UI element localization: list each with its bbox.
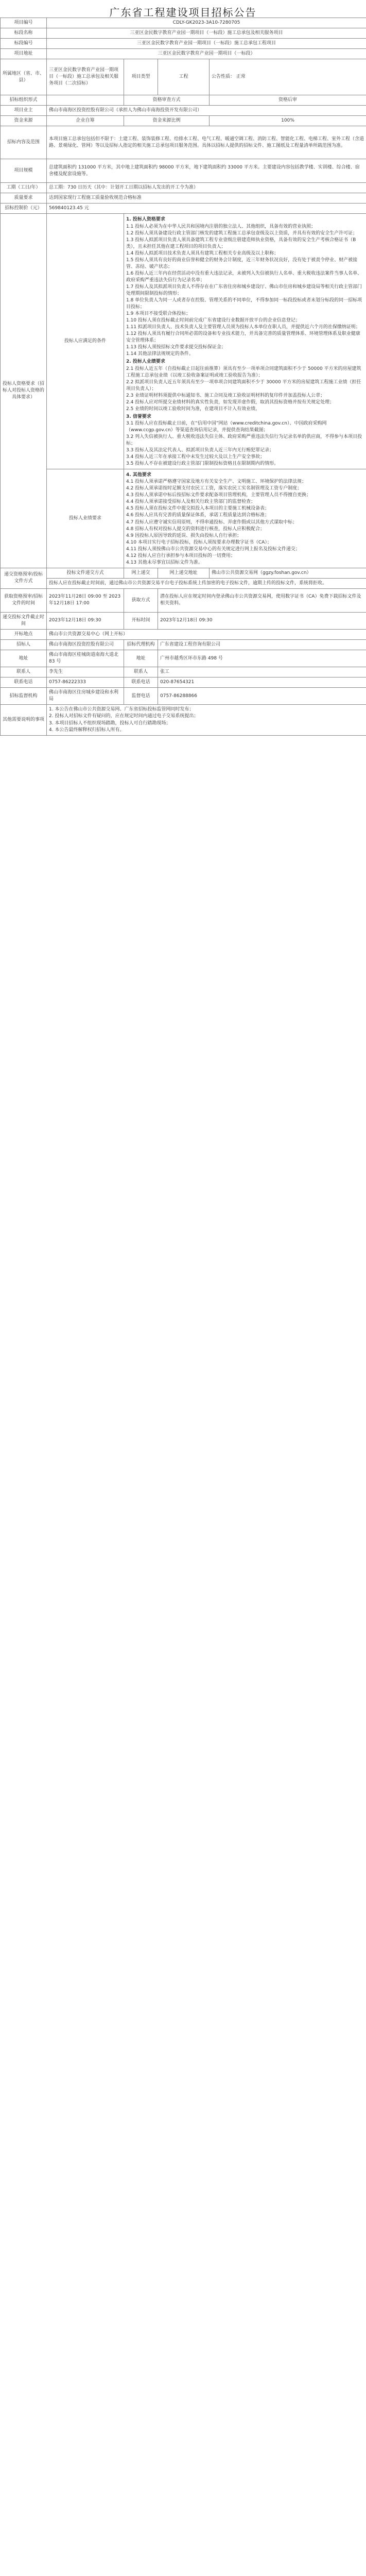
other-p2: 2. 投标人对招标文件有疑问的，应在规定时间内通过电子交易系统提出； [49,714,199,719]
qual-p5: 1.4 投标人拟派项目技术负责人须具有建筑工程相关专业高级及以上职称； [126,250,279,256]
qual-p7: 1.6 投标人近三年内在经营活动中没有重大违法记录，未被列入失信被执行人名单、重大税收违法案件当事人名单、政府采购严重违法失信行为记录名单； [126,270,362,283]
row-deadline [1,612,366,629]
qual2-p8: 4.7 投标人应遵守诚实信用原则，不得串通投标、弄虚作假或以其他方式谋取中标； [126,519,298,525]
scale-label: 项目规模 [1,159,47,183]
notice-nature-cell: 公告性质： 正常 [210,59,366,95]
row-tenderer [1,640,366,650]
owner-value: 佛山市南海区投资控股有限公司（承担人为佛山市南海投资开发有限公司） [47,106,366,116]
qual2-p10: 4.9 因投标人原因导致的延误、损失由投标人自行承担； [126,533,242,538]
tender-method-value [47,95,124,106]
location-value: 三亚区金民数字教育产业园一期项目（一标段） [47,49,366,59]
row-section-name [1,28,366,39]
deadline-label: 递交投标文件截止时间 [1,612,47,629]
row-period [1,183,366,193]
agent-value: 广东省建设工程咨询有限公司 [158,640,366,650]
supervisor-phone-value: 0757-86288866 [158,688,366,705]
qual-p11: 1.10 投标人须在投标截止时间前完成广东省建设行业数据开放平台的企业信息登记； [126,318,300,324]
scope-value: 本项目施工总承包包括但不限于：土建工程、装饰装修工程、给排水工程、电气工程、暖通空调工程、消防工程、智能化工程、电梯工程、室外工程（含道路、景观绿化、管网）等以及招标人指定的相关施工总承包项目服务范围。具体以招标人提供的招标文件、施工图纸及工程量清单所载范围为准。 [47,126,366,159]
row-qualification-a [1,214,366,469]
project-type-value: 工程 [158,59,210,95]
page-title: 广东省工程建设项目招标公告 [109,6,257,19]
period-value: 总工期：730 日历天（其中：计划开工日期以招标人发出的开工令为准） [47,183,366,193]
qual2-p14: 4.13 其他未尽事宜以招标文件为准。 [126,560,203,565]
section-name-value: 三亚区金民数字教育产业园一期项目（一标段）施工总承包及相关服务项目 [47,28,366,39]
row-phone [1,677,366,688]
funding-value: 企业自筹 [47,116,124,126]
project-code-value: CDLY-GK2023-3A10-7280705 [47,18,366,28]
row-scale [1,159,366,183]
qual-p23: 3.1 投标人应在投标截止日前，在“信用中国”网站（www.creditchina.gov.cn）、中国政府采购网（www.ccgp.gov.cn）等渠道查询信用记录，并提供查询结果截图； [126,420,327,433]
other-text [47,705,366,735]
notice-page [0,0,366,743]
open-place-label: 开标地点 [1,630,47,640]
row-region [1,59,366,95]
qual-p14: 1.13 投标人须按招标文件要求提交投标保证金； [126,345,226,350]
qualification-text-2 [124,469,366,568]
row-supervisor [1,688,366,705]
tenderer-value: 佛山市南海区投资控股有限公司 [47,640,124,650]
row-address [1,650,366,667]
qual2-p6: 4.5 投标人须在投标文件中提交拟投入本项目的主要施工机械设备表； [126,506,270,512]
qualification-sub-label-2: 投标人业绩要求 [47,469,124,568]
supervisor-phone-label: 监督电话 [124,688,158,705]
qual-p4: 1.3 投标人拟派项目负责人须具备建筑工程专业壹级注册建造师执业资格，具备有效的安全生产考核合格证书（B类），且未担任其他在建工程项目的项目负责人； [126,237,356,249]
qual-p12: 1.11 拟派项目负责人、技术负责人及主要管理人员须为投标人本单位在职人员，并提供近六个月的社保缴纳证明； [126,325,360,330]
tenderer-person-label: 联系人 [1,667,47,677]
open-time-value: 2023年12月18日 09:30 [158,612,366,629]
owner-label: 项目业主 [1,106,47,116]
row-other [1,705,366,735]
tenderer-phone-value: 0757-86222333 [47,677,124,688]
review-method-label: 资格审查方式 [124,95,210,106]
qual-p26: 3.4 投标人近三年在承接工程中未发生过较大及以上生产安全事故； [126,454,265,460]
qual2-p13: 4.12 投标人应自行承担参与本项目投标的一切费用； [126,553,235,558]
row-owner [1,106,366,116]
submission-note: 投标人应在投标截止时间前，通过佛山市公共资源交易平台电子投标系统上传加密的电子投标文件，逾期上传的投标文件，系统将拒收。 [47,578,366,588]
qualification-text [124,214,366,469]
qual-p20: 2.4 投标人应对所提交业绩材料的真实性负责，如发现弄虚作假，取消其投标资格并按有关规定处理； [126,399,335,405]
agent-phone-value: 020-87654321 [158,677,366,688]
agent-person-value: 张工 [158,667,366,677]
submission-mode-value: 网上递交 [124,568,158,578]
qual-p22: 3. 信誉要求 [126,414,151,419]
submission-site-label: 网上递交地址 [158,568,210,578]
qual-p24: 3.2 列入失信被执行人、重大税收违法失信主体、政府采购严重违法失信行为记录名单的供应商，不得参与本项目投标； [126,434,362,447]
funding-ratio-value: 100% [210,116,366,126]
other-label: 其他需要说明的事项 [1,705,47,735]
section-name-label: 标段名称 [1,28,47,39]
qualification-sub-label: 投标人应满足的条件 [47,214,124,469]
row-location [1,49,366,59]
agent-phone-label: 联系电话 [124,677,158,688]
docs-label: 获取资格预审/招标文件的时间 [1,588,47,612]
row-quality [1,193,366,204]
quality-label: 质量要求 [1,193,47,204]
qual-p27: 3.5 投标人不存在被建设行政主管部门限制投标资格且在限制期内的情形。 [126,461,279,467]
agent-label: 招标代理机构 [124,640,158,650]
section-code-value: 三亚区金民数字教育产业园一期项目（一标段）施工总承包工程项目 [47,39,366,49]
agent-address-value: 广州市越秀区环市东路 498 号 [158,650,366,667]
qual2-p11: 4.10 本项目实行电子招标投标，投标人须按要求办理数字证书（CA）； [126,539,272,545]
row-funding [1,116,366,126]
qual-p1: 1. 投标人资格要求 [126,217,165,223]
review-method-value: 资格后审 [210,95,366,106]
tenderer-phone-label: 联系电话 [1,677,47,688]
qual-p25: 3.3 投标人及其法定代表人、拟派项目负责人近三年内无行贿犯罪记录； [126,448,274,453]
row-tender-method [1,95,366,106]
qual2-p12: 4.11 投标人须按佛山市公共资源交易中心的有关规定进行网上报名及投标文件递交； [126,546,300,552]
row-submission [1,568,366,578]
open-place-value: 佛山市公共资源交易中心（网上开标） [47,630,366,640]
tender-method-label: 招标组织形式 [1,95,47,106]
qual2-p5: 4.4 投标人须承诺接受招标人及相关行政主管部门的监督检查； [126,499,256,505]
region-label: 所属地区（省、市、县） [1,59,47,95]
qual-p9: 1.8 单位负责人为同一人或者存在控股、管理关系的不同单位，不得参加同一标段投标或者未划分标段的同一招标项目投标； [126,298,362,310]
bottom-spacer [0,736,366,743]
other-p3: 3. 本项目招标人不组织现场踏勘，投标人可自行踏勘现场； [49,720,171,726]
qual2-p1: 4. 其他要求 [126,472,151,478]
supervisor-label: 招标监督机构 [1,688,47,705]
docs-method-label: 获取方式 [124,588,158,612]
row-qualification-b [1,469,366,568]
qual-p2: 1.1 投标人必须为在中华人民共和国境内注册的独立法人、其他组织，具备有效的营业执照； [126,224,316,229]
notice-nature-value: 正常 [236,74,246,80]
qual-p8: 1.7 投标人及其拟派项目负责人不得存在在广东省住房和城乡建设厅、佛山市住房和城乡建设局等相关行政主管部门处理期间限制投标的情形； [126,284,362,296]
docs-method-value: 潜在投标人应在规定时间内登录佛山市公共资源交易网，使用数字证书（CA）免费下载招标文件及相关资料。 [158,588,366,612]
ceiling-label: 招标控制价（元） [1,204,47,214]
period-label: 工期（工日/年） [1,183,47,193]
location-label: 项目地址 [1,49,47,59]
funding-ratio-label: 资金来源比例 [124,116,210,126]
tenderer-person-value: 李先生 [47,667,124,677]
qual2-p4: 4.3 投标人须承诺中标后按招标文件要求配备项目管理机构，主要管理人员不得擅自更换； [126,493,311,498]
tenderer-label: 招标人 [1,640,47,650]
notice-table [0,18,366,736]
qual2-p9: 4.8 招标人有权对投标人提交的资料进行核查，投标人应积极配合； [126,526,265,532]
region-value: 三亚区金民数字教育产业园一期项目（一标段）施工总承包及相关服务项目（二次招标） [47,59,124,95]
qual-p6: 1.5 投标人须具有良好的商业信誉和健全的财务会计制度，近三年财务状况良好，没有处于被责令停业、财产被接管、冻结、破产状态； [126,257,358,269]
qual2-p2: 4.1 投标人须承诺严格遵守国家及地方有关安全生产、文明施工、环境保护的法律法规； [126,479,307,485]
notice-nature-label: 公告性质 [212,74,231,80]
qual-p19: 2.3 业绩证明材料须提供中标通知书、施工合同及竣工验收证明材料的复印件并加盖投标人公章； [126,393,325,398]
project-code-label: 项目编号 [1,18,47,28]
row-project-code [1,18,366,28]
open-time-label: 开标时间 [124,612,158,629]
qual-p16: 2. 投标人业绩要求 [126,359,165,365]
other-p1: 1. 本公告在佛山市公共资源交易网、广东省招标投标监管网同时发布； [49,707,194,713]
qual2-p7: 4.6 投标人应具有完善的质量保证体系，承诺工程质量达到合格标准； [126,513,270,518]
project-type-label: 项目类型 [124,59,158,95]
row-scope [1,126,366,159]
funding-label: 资金来源 [1,116,47,126]
qual-p15: 1.14 其他法律法规规定的条件。 [126,351,194,357]
tenderer-address-label: 地址 [1,650,47,667]
scope-label: 招标内容及范围 [1,126,47,159]
qual-p10: 1.9 本项目不接受联合体投标； [126,311,191,317]
docs-time-value: 2023年11月28日 09:00 至 2023年12月18日 17:00 [47,588,124,612]
section-code-label: 标段编号 [1,39,47,49]
qual-p13: 1.12 投标人须具有履行合同所必需的设备和专业技术能力，并具备完善的质量管理体系、环境管理体系及职业健康安全管理体系； [126,331,360,344]
row-person [1,667,366,677]
supervisor-value: 佛山市南海区住房城乡建设和水利局 [47,688,124,705]
row-ceiling [1,204,366,214]
row-section-code [1,39,366,49]
row-submission-note [1,578,366,588]
qual-p3: 1.2 投标人须具备建设行政主管部门核发的建筑工程施工总承包壹级及以上资质，并具有有效的安全生产许可证； [126,230,358,236]
qualification-label: 投标人资格要求（招标人对投标人资格的具体要求） [1,214,47,568]
row-docs [1,588,366,612]
agent-person-label: 联系人 [124,667,158,677]
submission-mode-label: 投标文件递交方式 [47,568,124,578]
qual-p17: 2.1 投标人近五年（自投标截止日起往前推算）须具有至少一项单项合同建筑面积不少于 50000 平方米的房屋建筑工程施工总承包业绩（以竣工验收备案证明或竣工验收报告为准）； [126,366,361,378]
tenderer-address-value: 佛山市南海区桂城街道南海大道北 83 号 [47,650,124,667]
other-p4: 4. 本公告最终解释权归招标人所有。 [49,727,125,733]
scale-value: 总建筑面积约 131000 平方米，其中地上建筑面积约 98000 平方米，地下建筑面积约 33000 平方米。主要建设内容包括教学楼、实训楼、综合楼、宿舍楼及配套设施等。 [47,159,366,183]
qual2-p3: 4.2 投标人须承诺按时足额支付农民工工资，落实农民工实名制管理及工资专户制度； [126,486,302,492]
row-open-place [1,630,366,640]
qual-p18: 2.2 拟派项目负责人近五年须具有至少一项单项合同建筑面积不少于 30000 平方米的房屋建筑工程施工业绩（担任项目负责人）； [126,379,361,392]
ceiling-value: 569840123.45 元 [47,204,366,214]
submission-site-value[interactable]: 佛山市公共资源交易网（ggzy.foshan.gov.cn） [210,568,366,578]
qual-p21: 2.5 业绩的时间以竣工验收时间为准，在建项目不计入有效业绩。 [126,406,260,412]
quality-value: 达到国家现行工程施工质量验收规范合格标准 [47,193,366,204]
deadline-value: 2023年12月18日 09:30 [47,612,124,629]
agent-address-label: 地址 [124,650,158,667]
submission-label: 递交资格预审/投标文件方式 [1,568,47,588]
